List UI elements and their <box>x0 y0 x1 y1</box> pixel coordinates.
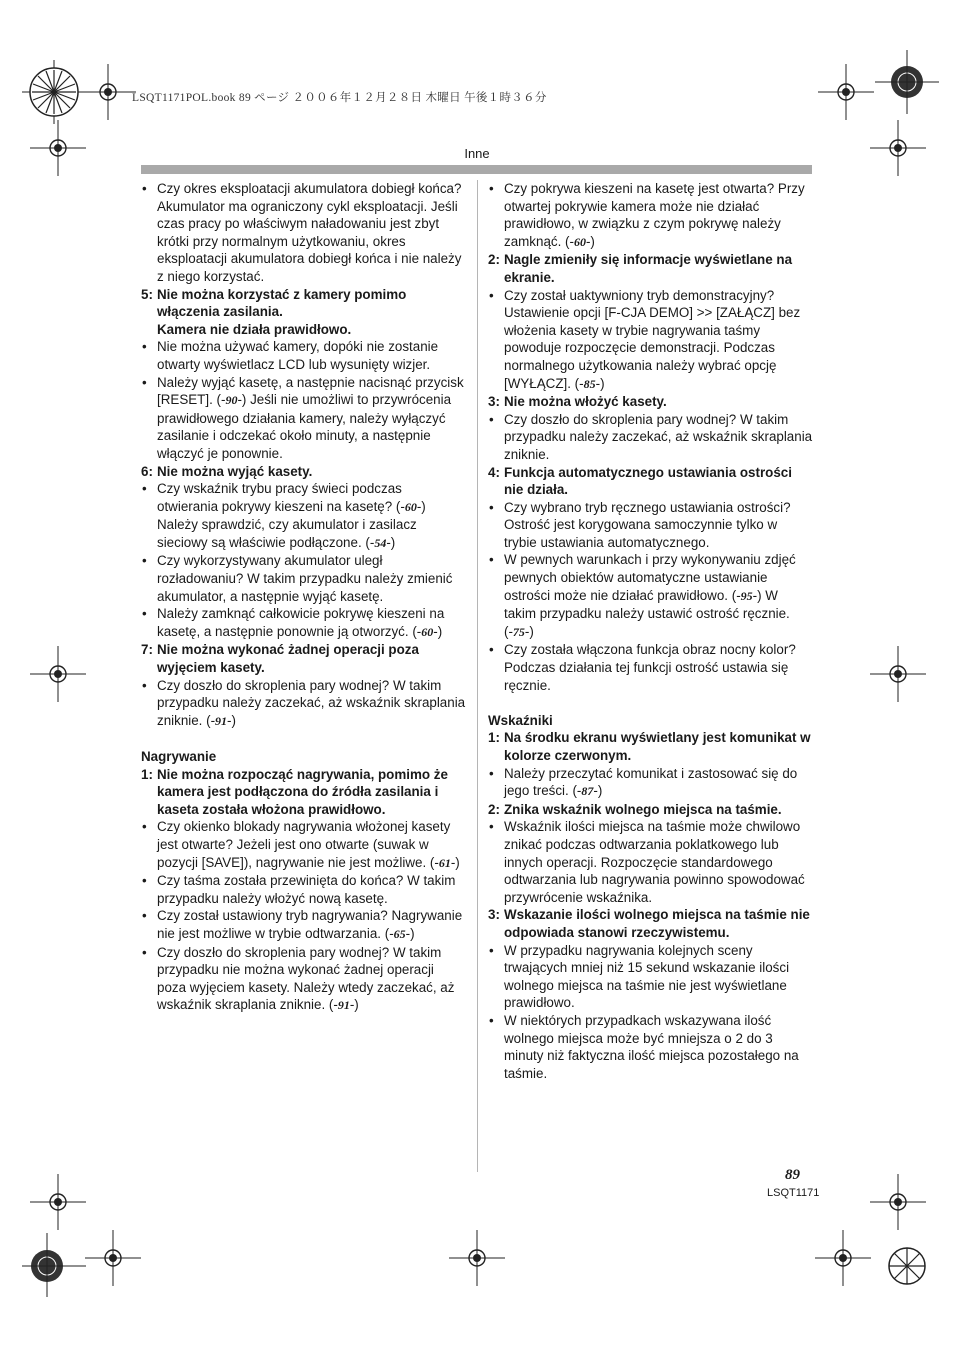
bullet-text: Czy wybrano tryb ręcznego ustawiania ostrości? Ostrość jest korygowana samoczynnie tylko w trybie ustawiania automatycznego. <box>504 499 791 550</box>
heading-text: Nie można korzystać z kamery pomimo włączenia zasilania. <box>157 286 407 320</box>
bullet-text: -) <box>593 783 603 799</box>
item-number: 7: <box>141 642 153 658</box>
item-number: 1: <box>488 730 500 746</box>
left-column <box>141 180 466 1015</box>
crosshair-mark <box>870 1174 926 1230</box>
bullet-item <box>488 287 813 394</box>
heading-text: Wskazanie ilości wolnego miejsca na taśmie nie odpowiada stanowi rzeczywistemu. <box>504 907 810 940</box>
bullet-item <box>141 605 466 641</box>
bullet-item <box>141 944 466 1015</box>
page-reference: 90 <box>225 393 238 408</box>
numbered-heading <box>141 286 466 339</box>
numbered-heading <box>488 906 813 941</box>
bullet-item <box>488 1012 813 1082</box>
bullet-item <box>488 180 813 251</box>
bullet-item <box>141 872 466 907</box>
numbered-heading <box>141 641 466 676</box>
bullet-item <box>141 480 466 552</box>
bullet-text: -) Jeśli nie umożliwi to przywrócenia prawidłowego działania kamery, należy wyłączyć zasilanie i odczekać około minuty, a następnie włączyć je ponownie. <box>157 392 452 461</box>
page-reference: 85 <box>583 376 596 391</box>
item-number: 1: <box>141 766 153 782</box>
bullet-item <box>141 374 466 463</box>
bullet-text: -) W takim przypadku należy ustawić ostrość ręcznie. (- <box>504 587 790 639</box>
bullet-item <box>488 765 813 801</box>
bullet-item <box>488 499 813 552</box>
page-reference: 91 <box>215 713 228 728</box>
page-reference: 87 <box>581 784 594 799</box>
page-reference: 61 <box>438 855 451 870</box>
bullet-text: Nie można używać kamery, dopóki nie zostanie otwarty wyświetlacz LCD lub wysunięty wizjer. <box>157 339 439 372</box>
bullet-text: -) <box>524 623 534 639</box>
bullet-text: -) Należy sprawdzić, czy akumulator i zasilacz sieciowy są właściwie podłączone. (- <box>157 498 426 550</box>
section-subheading: Wskaźniki <box>488 712 553 728</box>
item-number: 4: <box>488 464 500 480</box>
page-reference: 60 <box>421 624 434 639</box>
crosshair-mark <box>870 120 926 176</box>
bullet-text: Czy okienko blokady nagrywania włożonej kasety jest otwarte? Jeżeli jest ono otwarte (suwak w pozycji [SAVE]), nagrywanie nie jest możliwe. (- <box>157 819 451 870</box>
page-reference: 60 <box>404 499 417 514</box>
item-number: 3: <box>488 394 500 410</box>
heading-text: Nie można wykonać żadnej operacji poza wyjęciem kasety. <box>157 642 419 676</box>
bullet-text: W przypadku nagrywania kolejnych sceny trwających mniej niż 15 sekund wskazanie ilości wolnego miejsca na taśmie nie jest wyświetlane prawidłowo. <box>504 942 790 1011</box>
bullet-text: Czy wykorzystywany akumulator uległ rozładowaniu? W takim przypadku należy zmienić akumulator, a następnie wyjąć kasetę. <box>157 553 453 604</box>
page-reference: 95 <box>740 588 753 603</box>
sunburst-registration-mark <box>875 50 939 114</box>
sunburst-registration-mark <box>22 60 86 124</box>
sunburst-registration-mark <box>22 1233 86 1297</box>
bullet-text: Czy doszło do skroplenia pary wodnej? W takim przypadku należy zaczekać, aż wskaźnik skraplania zniknie. <box>504 411 813 462</box>
item-number: 6: <box>141 463 153 479</box>
section-title: Inne <box>464 146 490 161</box>
bullet-text: Czy została włączona funkcja obraz nocny kolor? Podczas działania tej funkcji ostrość ustawia się ręcznie. <box>504 642 796 693</box>
page-reference: 75 <box>512 624 525 639</box>
numbered-heading <box>488 393 813 411</box>
crosshair-mark <box>870 646 926 702</box>
right-column <box>488 180 813 1082</box>
bullet-item <box>141 552 466 605</box>
bullet-item <box>488 411 813 464</box>
document-code: LSQT1171 <box>767 1187 820 1199</box>
heading-text: Znika wskaźnik wolnego miejsca na taśmie. <box>504 801 782 817</box>
bullet-text: Czy okres eksploatacji akumulatora dobiegł końca? Akumulator ma ograniczony cykl eksploatacji. Jeśli czas pracy po właściwym naładowaniu jest zbyt krótki przy normalnym użytkowaniu, okres eksploatacji akumulatora dobiegł końca i nie należy z niego korzystać. <box>157 181 462 284</box>
header-bar <box>141 165 812 174</box>
bullet-text: -) <box>349 997 359 1013</box>
numbered-heading <box>488 729 813 764</box>
bullet-item <box>141 677 466 731</box>
crosshair-mark <box>30 120 86 176</box>
heading-text: Funkcja automatycznego ustawiania ostrości nie działa. <box>504 464 792 498</box>
crosshair-mark <box>815 1230 871 1286</box>
heading-text: Nie można rozpocząć nagrywania, pomimo że kamera jest podłączona do źródła zasilania i kaseta została włożona prawidłowo. <box>157 766 448 817</box>
item-number: 5: <box>141 286 153 302</box>
bullet-item <box>141 180 466 286</box>
bullet-text: Czy doszło do skroplenia pary wodnej? W takim przypadku należy zaczekać, aż wskaźnik skraplania zniknie. (- <box>157 677 466 728</box>
bullet-text: -) <box>450 854 460 870</box>
item-number: 3: <box>488 907 500 923</box>
bullet-text: -) <box>433 623 443 639</box>
bullet-text: W niektórych przypadkach wskazywana ilość wolnego miejsca może być mniejsza o 2 do 3 minuty niż faktyczna ilość miejsca pozostałego na taśmie. <box>504 1012 799 1081</box>
bullet-text: Czy został ustawiony tryb nagrywania? Nagrywanie nie jest możliwe w trybie odtwarzania. (- <box>157 908 463 941</box>
bullet-text: Czy doszło do skroplenia pary wodnej? W takim przypadku nie można wykonać żadnej operacji poza wyjęciem kasety. Należy wtedy zaczekać, aż wskaźnik skraplania zniknie. (- <box>157 944 455 1013</box>
bullet-text: -) <box>386 534 396 550</box>
bullet-text: Należy wyjąć kasetę, a następnie nacisnąć przycisk [RESET]. (- <box>157 374 464 408</box>
column-divider <box>477 180 478 1172</box>
bullet-text: Czy wskaźnik trybu pracy świeci podczas otwierania pokrywy kieszeni na kasetę? (- <box>157 481 405 514</box>
page-reference: 60 <box>573 234 586 249</box>
bullet-item <box>488 641 813 694</box>
heading-text: Nie można włożyć kasety. <box>504 394 667 410</box>
crosshair-mark <box>818 64 874 120</box>
numbered-heading <box>488 801 813 819</box>
bullet-text: -) <box>595 375 605 391</box>
bullet-item <box>488 942 813 1012</box>
page-reference: 91 <box>337 998 350 1013</box>
bullet-item <box>141 907 466 943</box>
heading-extra: Kamera nie działa prawidłowo. <box>157 321 352 337</box>
section-subheading: Nagrywanie <box>141 749 217 764</box>
bullet-item <box>488 818 813 906</box>
bullet-text: Należy zamknąć całkowicie pokrywę kieszeni na kasetę, a następnie ponownie ją otworzyć. (- <box>157 606 445 639</box>
bullet-item <box>141 338 466 373</box>
bullet-text: Wskaźnik ilości miejsca na taśmie może chwilowo znikać podczas odtwarzania poklatkowego lub innych operacji. Rozpoczęcie standardowego odtwarzania lub nagrywania powinno spowodować przywrócenie wskaźnika. <box>504 819 805 905</box>
item-number: 2: <box>488 801 500 817</box>
numbered-heading <box>488 464 813 499</box>
bullet-text: Czy taśma została przewinięta do końca? W takim przypadku należy włożyć nową kasetę. <box>157 873 456 906</box>
crosshair-mark <box>30 646 86 702</box>
crosshair-mark <box>80 64 136 120</box>
bullet-text: -) <box>405 925 415 941</box>
crosshair-mark <box>449 1230 505 1286</box>
bullet-text: -) <box>585 233 595 249</box>
bullet-text: Czy został uaktywniony tryb demonstracyjny? Ustawienie opcji [F-CJA DEMO] >> [ZAŁĄCZ] bez włożenia kasety w trybie nagrywania taśmy powoduje rozpoczęcie demonstracji. Podczas normalnego użytkowania należy wybrać opcję [WYŁĄCZ]. (- <box>504 287 801 391</box>
numbered-heading <box>488 251 813 286</box>
page-reference: 65 <box>393 926 406 941</box>
bullet-text: Należy przeczytać komunikat i zastosować się do jego treści. (- <box>504 765 798 799</box>
item-number: 2: <box>488 252 500 268</box>
bullet-item <box>141 818 466 872</box>
heading-text: Nie można wyjąć kasety. <box>157 463 313 479</box>
sunburst-registration-mark <box>875 1233 939 1297</box>
bullet-text: W pewnych warunkach i przy wykonywaniu zdjęć pewnych obiektów automatyczne ustawianie ostrości może nie działać prawidłowo. (- <box>504 552 796 603</box>
numbered-heading <box>141 463 466 481</box>
bullet-text: Czy pokrywa kieszeni na kasetę jest otwarta? Przy otwartej pokrywie kamera może nie działać prawidłowo, w związku z czym pokrywę należy zamknąć. (- <box>504 181 805 249</box>
crosshair-mark <box>30 1174 86 1230</box>
bullet-item <box>488 551 813 641</box>
bullet-text: -) <box>227 712 236 728</box>
page-reference: 54 <box>374 535 387 550</box>
heading-text: Nagle zmieniły się informacje wyświetlane na ekranie. <box>504 252 793 285</box>
heading-text: Na środku ekranu wyświetlany jest komunikat w kolorze czerwonym. <box>504 730 811 763</box>
page-number: 89 <box>785 1167 800 1183</box>
crosshair-mark <box>85 1230 141 1286</box>
print-header: LSQT1171POL.book 89 ページ ２００６年１２月２８日 木曜日 午後１時３６分 <box>132 92 547 104</box>
numbered-heading <box>141 766 466 819</box>
